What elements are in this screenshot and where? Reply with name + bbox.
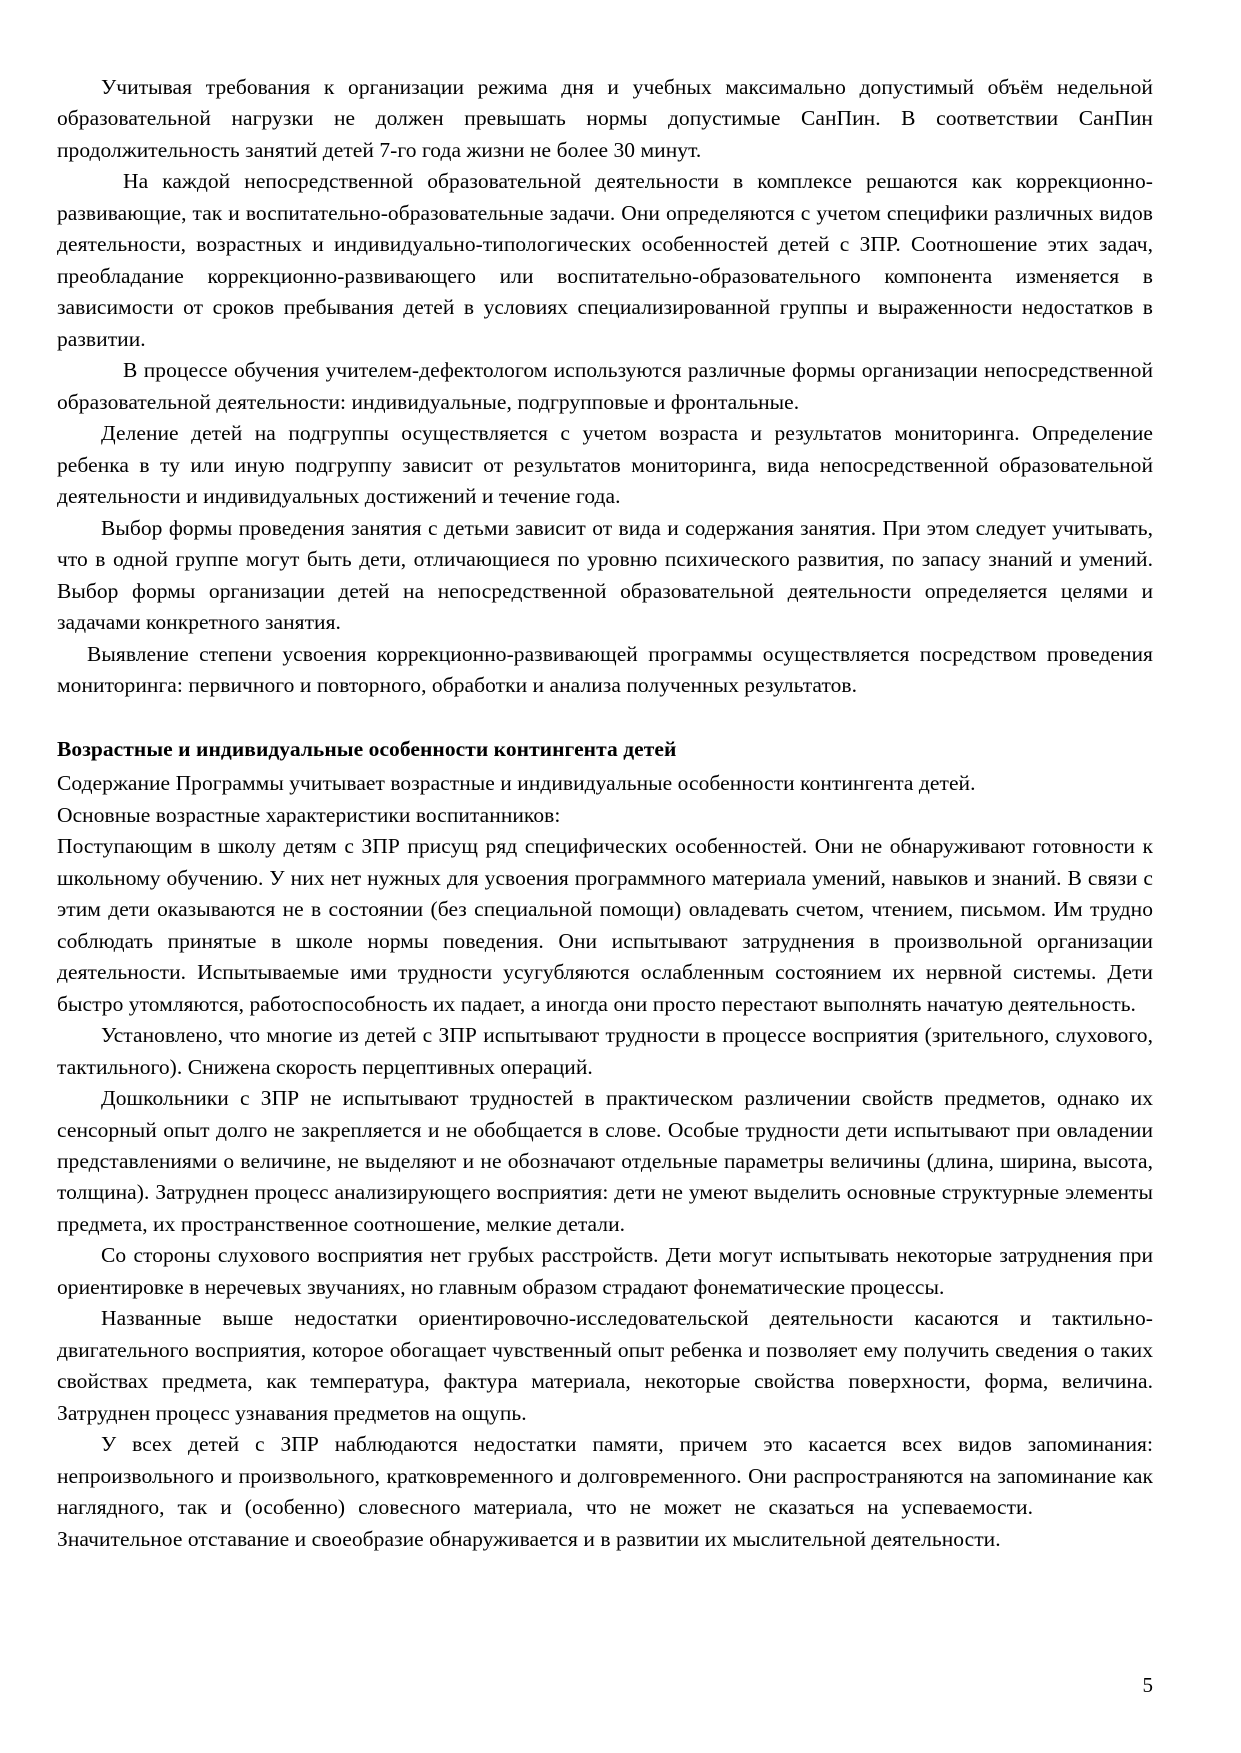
paragraph-13: Названные выше недостатки ориентировочно-исследовательской деятельности касаются и тактильно-двигательного восприятия, которое обогащает чувственный опыт ребенка и позволяет ему получить сведения о таких свойствах предмета, как температура, фактура материала, некоторые свойства поверхности, форма, величина. Затруднен процесс узнавания предметов на ощупь. xyxy=(57,1306,1153,1425)
paragraph-14-part1: У всех детей с ЗПР наблюдаются недостатки памяти, причем это касается всех видов запоминания: непроизвольного и произвольного, кратковременного и долговременного. Они распространяются на запоминание как наглядного, так и (особенно) словесного материала, что не может не сказаться на успеваемости. xyxy=(57,1432,1153,1520)
paragraph-12: Со стороны слухового восприятия нет грубых расстройств. Дети могут испытывать некоторые затруднения при ориентировке в неречевых звучаниях, но главным образом страдают фонематические процессы. xyxy=(57,1243,1153,1299)
paragraph-4: Деление детей на подгруппы осуществляется с учетом возраста и результатов мониторинга. Определение ребенка в ту или иную подгруппу зависит от результатов мониторинга, вида непосредственной образовательной деятельности и индивидуальных достижений и течение года. xyxy=(57,421,1153,509)
paragraph-3: В процессе обучения учителем-дефектологом используются различные формы организации непосредственной образовательной деятельности: индивидуальные, подгрупповые и фронтальные. xyxy=(57,358,1153,414)
paragraph-9: Поступающим в школу детям с ЗПР присущ ряд специфических особенностей. Они не обнаруживают готовности к школьному обучению. У них нет нужных для усвоения программного материала умений, навыков и знаний. В связи с этим дети оказываются не в состоянии (без специальной помощи) овладевать счетом, чтением, письмом. Им трудно соблюдать принятые в школе нормы поведения. Они испытывают затруднения в произвольной организации деятельности. Испытываемые ими трудности усугубляются ослабленным состоянием их нервной системы. Дети быстро утомляются, работоспособность их падает, а иногда они просто перестают выполнять начатую деятельность. xyxy=(57,834,1153,1016)
paragraph-14 xyxy=(57,1429,1153,1555)
heading-spacer xyxy=(57,702,1153,734)
paragraph-6: Выявление степени усвоения коррекционно-развивающей программы осуществляется посредством проведения мониторинга: первичного и повторного, обработки и анализа полученных результатов. xyxy=(57,641,1153,698)
paragraph-7: Содержание Программы учитывает возрастные и индивидуальные особенности контингента детей. xyxy=(57,771,976,796)
section-heading: Возрастные и индивидуальные особенности контингента детей xyxy=(57,736,677,761)
paragraph-14-part2: Значительное отставание и своеобразие обнаруживается и в развитии их мыслительной деятельности. xyxy=(57,1526,1001,1551)
paragraph-8: Основные возрастные характеристики воспитанников: xyxy=(57,802,561,827)
paragraph-11: Дошкольники с ЗПР не испытывают трудностей в практическом различении свойств предметов, однако их сенсорный опыт долго не закрепляется и не обобщается в слове. Особые трудности дети испытывают при овладении представлениями о величине, не выделяют и не обозначают отдельные параметры величины (длина, ширина, высота, толщина). Затруднен процесс анализирующего восприятия: дети не умеют выделить основные структурные элементы предмета, их пространственное соотношение, мелкие детали. xyxy=(57,1086,1153,1236)
paragraph-2: На каждой непосредственной образовательной деятельности в комплексе решаются как коррекционно-развивающие, так и воспитательно-образовательные задачи. Они определяются с учетом специфики различных видов деятельности, возрастных и индивидуально-типологических особенностей детей с ЗПР. Соотношение этих задач, преобладание коррекционно-развивающего или воспитательно-образовательного компонента изменяется в зависимости от сроков пребывания детей в условиях специализированной группы и выраженности недостатков в развитии. xyxy=(57,169,1153,351)
document-body xyxy=(57,72,1153,1555)
page-number: 5 xyxy=(1142,1673,1153,1697)
paragraph-5: Выбор формы проведения занятия с детьми зависит от вида и содержания занятия. При этом следует учитывать, что в одной группе могут быть дети, отличающиеся по уровню психического развития, по запасу знаний и умений. Выбор формы организации детей на непосредственной образовательной деятельности определяется целями и задачами конкретного занятия. xyxy=(57,515,1153,635)
paragraph-10: Установлено, что многие из детей с ЗПР испытывают трудности в процессе восприятия (зрительного, слухового, тактильного). Снижена скорость перцептивных операций. xyxy=(57,1023,1153,1079)
paragraph-1: Учитывая требования к организации режима дня и учебных максимально допустимый объём недельной образовательной нагрузки не должен превышать нормы допустимые СанПин. В соответствии СанПин продолжительность занятий детей 7-го года жизни не более 30 минут. xyxy=(57,75,1153,162)
